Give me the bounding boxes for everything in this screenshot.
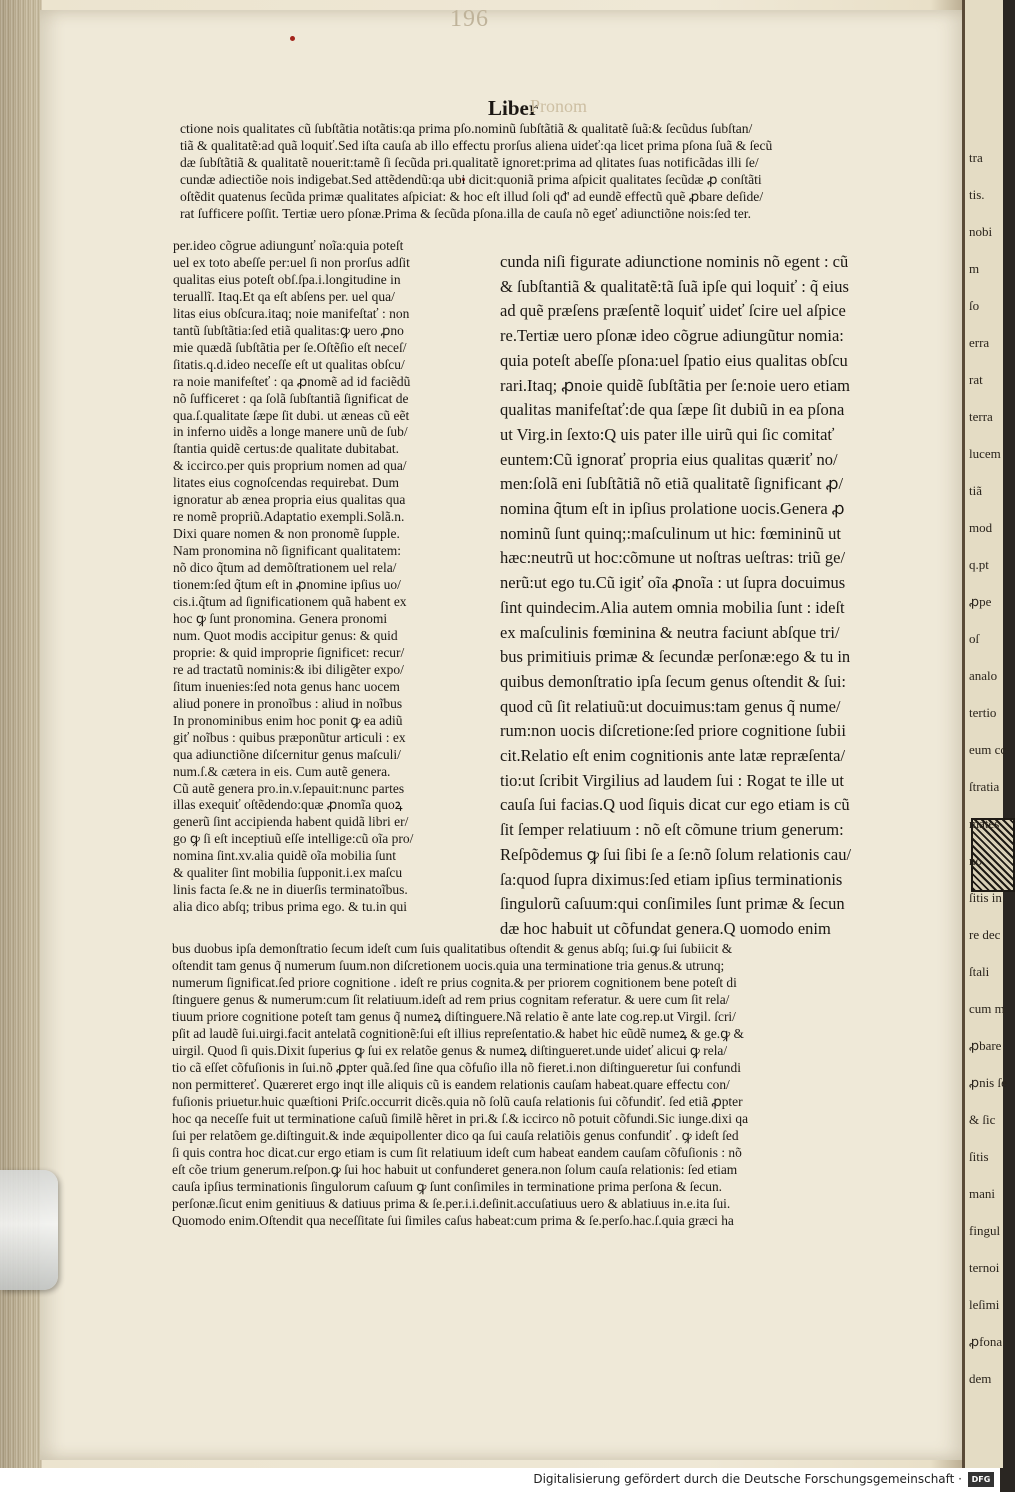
text-line: hoc ꝙ ſunt pronomina. Genera pronomi [173,610,388,626]
text-line: In pronominibus enim hoc ponit ꝙ ea adiũ [173,712,403,728]
text-line: hoc qa neceſſe fuit ut terminatione caſuũ ſimilẽ hẽret in pri.& ſ.& iccirco nõ potuit cõfundi.Sic iunge.dixi qa [172,1111,749,1126]
facing-page-fragment: tiã [969,483,982,498]
glass-page-clip [0,1170,58,1290]
text-line: men:ſolã eni ſubſtãtiã nõ etiã qualitatẽ ſignificant ꝓ/ [500,474,844,494]
text-line: qualitas eius poteſt obſ.ſpa.i.longitudine in [173,271,401,287]
text-line: euntem:Cũ ignorať propria eius qualitas quæriť no/ [500,449,838,469]
facing-page-fragment: cum m [969,1001,1005,1016]
text-line: mie quædã ſubſtãtia per ſe.Oſtẽſio eſt neceſ/ [173,339,407,355]
facing-page-fragment: ſo [969,298,980,313]
text-line: alia dico abſq; tribus prima ego. & tu.in qui [173,899,407,915]
text-line: num. Quot modis accipitur genus: & quid [173,627,398,643]
text-line: nominũ ſunt quinq;:maſculinum ut hic: fœmininũ ut [500,523,841,543]
text-line: Quomodo enim.Oſtendit qua neceſſitate ſui ſimiles caſus habeat:cum prima & ſe.perſo.hac.ſ.quia græci ha [172,1213,734,1228]
text-line: in inferno uidẽs a longe manere unũ de ſub/ [173,424,408,440]
facing-page-fragment: mates [969,816,1000,831]
text-line: Dixi quare nomen & non pronomẽ ſupple. [173,526,400,542]
text-line: uel ex toto abeſſe per:uel ſi non prorſus adſit [173,254,410,270]
facing-page-fragment: ſitis [969,1149,989,1164]
text-line: cundæ adiectiõe nois indigebat.Sed attẽdendũ:qa ubi dicit:quoniã prima aſpicit qualitates ſecũdæ ꝓ conſtãti [180,171,762,187]
facing-page-fragment: ꝓnis ſe [969,1075,1007,1090]
text-line: re ad tractatũ nominis:& ibi diligẽter expo/ [173,661,404,677]
facing-page-fragment: fingul [969,1223,1001,1238]
commentary-bottom-block [172,940,932,1229]
facing-page-fragment: mod [969,520,993,535]
text-line: qua adiunctiõne diſcernitur genus maſculi/ [173,746,401,762]
facing-page-fragment: mani [969,1186,995,1201]
text-line: bus primitiuis primæ & ſecundæ perſonæ:ego & tu in [500,647,851,667]
text-line: ignoratur ab ænea propria eius qualitas qua [173,492,406,508]
text-line: qua.ſ.qualitate ſæpe ſit dubi. ut æneas cũ eẽt [173,407,410,423]
text-line: num.ſ.& cætera in eis. Cum autẽ genera. [173,763,391,779]
text-line: proprie: & quid improprie ſignificet: recur/ [173,644,405,660]
bleed-through-head: Pronom [530,96,588,116]
text-line: teruallĩ. Itaq.Et qa eſt abſens per. uel qua/ [173,288,395,304]
text-line: ſitatis.q.d.ideo neceſſe eſt ut qualitas obſcu/ [173,356,405,372]
text-line: illas exequiť oſtẽdendo:quæ ꝓnomĩa quoꝝ [173,797,403,813]
text-line: ſa:quod ſupra diximus:ſed etiam ipſius terminationis [500,869,843,889]
text-line: tantũ ſubſtãtia:ſed etiã qualitas:ꝙ uero ꝓno [173,322,404,338]
bleed-through-page-number: 196 [450,6,489,32]
text-line: tiuum priore cognitione poteſt tam genus q̃ numeꝝ diſtinguere.Nã relatio ẽ ante late cog.rep.ut Virgil. ſcri/ [172,1009,736,1024]
text-line: ctione nois qualitates cũ ſubſtãtia notãtis:qa prima pſo.nominũ ſubſtãtiã & qualitatẽ ſuã:& ſecũdus ſubſtan/ [180,121,753,136]
facing-page-edge [962,0,1007,1468]
facing-page-fragment: erra [969,335,990,350]
text-line: bus duobus ipſa demonſtratio ſecum ideſt cum ſuis qualitatibus oſtendit & genus abſq; ſui.ꝙ ſui ſubiicit & [172,941,733,956]
text-line: giť noĩbus : quibus præponũtur articuli : ex [173,729,406,745]
facing-page-fragment: ꝓbare [969,1038,1002,1053]
text-line: linis facta ſe.& ne in diuerſis terminatoĩbus. [173,882,408,898]
text-line: perſonæ.ſicut enim genitiuus & datiuus prima & ſe.per.i.i.deſinit.accuſatiuus uero & ablatiuus in.e.ita ſui. [172,1196,731,1211]
facing-page-fragment: ꝓpe [969,594,992,609]
text-line: cit.Relatio eſt enim cognitionis ante latæ repræſenta/ [500,746,846,766]
text-line: hæc:neutrũ ut hoc:cõmune ut noſtras ueſtras: triũ ge/ [500,548,846,568]
text-line: rari.Itaq; ꝓnoie quidẽ ſubſtãtia per ſe:noie uero etiam [500,375,850,395]
facing-page-fragment: re dec [969,927,1001,942]
text-line: quod cũ ſit relatiuũ:ut docuimus:tam genus q̃ nume/ [500,696,841,716]
text-line: eſt cõe trium generum.reſpon.ꝙ ſui hoc habuit ut confunderet genera.non ſolum cauſa relationis: ſed etiam [172,1162,738,1177]
text-line: go ꝙ ſi eſt inceptiuũ eſſe intellige:cũ oĩa pro/ [173,831,414,847]
text-line: quia poteſt abeſſe pſona:uel ſpatio eius qualitas obſcu [500,350,848,370]
text-line: nerũ:ut ego tu.Cũ igiť oĩa ꝓnoĩa : ut ſupra docuimus [500,573,846,593]
facing-page-fragment: rat [969,372,983,387]
text-line: ſtantia quidẽ certus:de qualitate dubitabat. [173,441,400,457]
text-line: cauſa ipſius terminationis ſingulorum caſuum ꝙ ſunt conſimiles in terminatione prima perſona & ſecun. [172,1179,723,1194]
main-text-column [500,250,940,942]
text-line: tio cã eſſet cõfuſionis in ſui.nõ ꝓpter quã.ſed ſine qua cõfuſio illa nõ fieret.i.non diſtingueretur ſui confundi [172,1060,741,1075]
text-line: ra noie manifeſteť : qa ꝓnomẽ ad id faciẽdũ [173,373,411,389]
text-line: ſingulorũ caſuum:qui conſimiles ſunt primæ & ſecun [500,894,845,914]
text-line: ſit ſemper relatiuum : nõ eſt cõmune trium generum: [500,820,844,840]
facing-page-fragment: ternoi [969,1260,1000,1275]
facing-page-fragment: nobi [969,224,993,239]
text-line: nomina ſint.xv.alia quidẽ oĩa mobilia ſunt [173,848,396,864]
text-line: non permittereť. Quæreret ergo inqt ille aliquis cũ is eandem relationis cauſam habeat.quare effectu con/ [172,1077,730,1092]
text-line: & qualiter ſint mobilia ſupponit.i.ex maſcu [173,865,403,881]
text-line: nomina q̃tum eſt in ipſius prolatione uocis.Genera ꝓ [500,499,845,519]
text-line: Cũ autẽ genera pro.in.v.ſepauit:nunc partes [173,780,405,796]
text-line: rum:non uocis diſcretione:ſed priore cognitione ſubii [500,721,846,741]
text-line: ſint quindecim.Alia autem omnia mobilia ſunt : ideſt [500,597,845,617]
text-line: pſit ad laudẽ ſui.uirgi.facit antelatã cognitionẽ:ſui eſt illius repreſentatio.& habet hic eũdẽ numeꝝ & ge.ꝙ & [172,1026,744,1041]
text-line: numerum ſignificat.ſed priore cognitione . ideſt re prius cognita.& per priorem cognitionem bene poteſt di [172,975,737,990]
facing-page-fragment: terra [969,409,993,424]
text-line: fuſionis priuetur.huic quæſtioni Priſc.occurrit dicẽs.quia nõ ſolũ cauſa relationis ſui cõfundiť. ſed etiã ꝓpter [172,1094,743,1109]
facing-page-fragment: dem [969,1371,992,1386]
facing-page-fragment: leſimi [969,1297,1000,1312]
text-line: ſi quis contra hoc dicat.cur ergo etiam is cum ſit relatiuum ideſt cum habeat eandem cauſam cõfuſionis : nõ [172,1145,742,1160]
facing-page-fragment: eum cc [969,742,1007,757]
text-line: quibus demonſtratio ipſa ſecum genus oſtendit & ſui: [500,671,846,691]
commentary-left-column [173,238,485,916]
text-line: Reſpõdemus ꝙ ſui ſibi ſe a ſe:nõ ſolum relationis cau/ [500,844,852,864]
facing-page-fragment: no [969,853,982,868]
text-line: uirgil. Quod ſi quis.Dixit ſuperius ꝙ ſui ex relatõe genus & numeꝝ diſtingueret.unde uideť alicui ꝙ rela/ [172,1043,728,1058]
text-line: oſtẽdit quatenus ſecũda primæ qualitates aſpiciat: & hoc eſt illud ſoli qđ' ad eundẽ effectũ quẽ ꝓbare deſide/ [180,188,764,204]
text-line: litates eius cognoſcendas requirebat. Dum [173,475,400,491]
text-line: generũ ſint accipienda habent quidã libri er/ [173,814,409,830]
text-line: & ſubſtantiã & qualitatẽ:tã ſuã ipſe qui loquiť : q̃ eius [500,276,849,296]
facing-page-fragment: ꝓfona [969,1334,1003,1349]
text-line: re.Tertiæ uero pſonæ ideo cõgrue adiungũtur nomia: [500,326,844,346]
text-line: nõ ſufficeret : qa ſolã ſubſtantiã ſignificat de [173,390,409,406]
facing-page-fragment: analo [969,668,998,683]
text-line: tio:ut ſcribit Virgilius ad laudem ſui : Rogat te ille ut [500,770,844,790]
facing-page-fragment: tra [969,150,983,165]
text-line: Nam pronomina nõ ſignificant qualitatem: [173,543,401,559]
text-line: cis.i.q̃tum ad ſignificationem quã habent ex [173,594,407,610]
dfg-logo: DFG [968,1472,994,1487]
facing-page-fragment: ſtratia [969,779,1000,794]
facing-page-fragment: tis. [969,187,985,202]
text-line: ſui per relatõem ge.diſtinguit.& inde æquipollenter dico qa ſui cauſa relatiõis genus confundiť . ꝙ ideſt ſed [172,1128,739,1143]
red-ink-spot [290,36,295,41]
facing-page-fragment: q.pt [969,557,989,572]
text-line: ut Virg.in ſexto:Q uis pater ille uirũ qui ſic comitať [500,424,835,444]
text-line: oſtendit tam genus q̃ numerum ſuum.non diſcretionem uocis.quia una terminatione tria genus.& utrunq; [172,958,725,973]
funding-credit: Digitalisierung gefördert durch die Deutsche Forschungsgemeinschaft · [533,1472,962,1486]
facing-page-fragment: ſtali [969,964,990,979]
text-line: ſitum inuenies:ſed nota genus hanc uocem [173,678,400,694]
text-line: tionem:ſed q̃tum eſt in ꝓnomine ipſius uo/ [173,577,401,593]
facing-page-fragment: oſ [969,631,980,646]
text-line: ex maſculinis fœminina & neutra faciunt abſque tri/ [500,622,840,642]
text-line: dæ hoc habuit ut cõfundat genera.Q uomodo enim [500,918,831,938]
text-line: per.ideo cõgrue adiungunť noĩa:quia poteſt [173,238,404,253]
text-line: dæ ſubſtãtiã & qualitatẽ nouerit:tamẽ ſi ſecũda pri.qualitatẽ ignoret:prima ad qlitates ſuas notificãdas illi ſe/ [180,154,759,170]
facing-page-fragment: ſitis in [969,890,1002,905]
text-line: rat ſufficere poſſit. Tertiæ uero pſonæ.Prima & ſecũda pſona.illa de cauſa nõ egeť adiunctiõne nois:ſed ter. [180,205,751,221]
text-line: cauſa ſui facias.Q uod ſiquis dicat cur ego etiam is cũ [500,795,850,815]
footer-bar [0,1468,1000,1492]
text-line: cunda niſi figurate adiunctione nominis nõ egent : cũ [500,252,849,271]
facing-page-fragment: tertio [969,705,997,720]
text-line: aliud ponere in pronoĩbus : aliud in noĩbus [173,695,403,711]
text-line: tiã & qualitatẽ:ad quã loquiť.Sed iſta cauſa ab illo effectu prorſus aliena uideť:qa licet prima pſona ſuã & ſecũ [180,137,773,153]
commentary-top-block [180,121,940,222]
facing-page-fragment: m [969,261,980,276]
running-head: Liber [488,96,539,120]
text-line: ſtinguere genus & numerum:cum ſit relatiuum.ideſt ad rem prius cognitam referatur. & uere cum ſit rela/ [172,992,730,1007]
text-line: & iccirco.per quis proprium nomen ad qua/ [173,458,407,474]
facing-page-fragment: lucem [969,446,1001,461]
text-line: ad quẽ præſens præſentẽ loquiť uideť ſcire uel aſpice [500,301,846,321]
facing-page-fragment: & ſic [969,1112,996,1127]
text-line: re nomẽ propriũ.Adaptatio exempli.Solã.n. [173,509,405,525]
text-line: litas eius obſcura.itaq; noie manifeſtať : non [173,305,410,321]
text-line: qualitas manifeſtať:de qua ſæpe ſit dubiũ in ea pſona [500,400,845,420]
text-line: nõ dico q̃tum ad demõſtrationem uel rela/ [173,560,397,576]
